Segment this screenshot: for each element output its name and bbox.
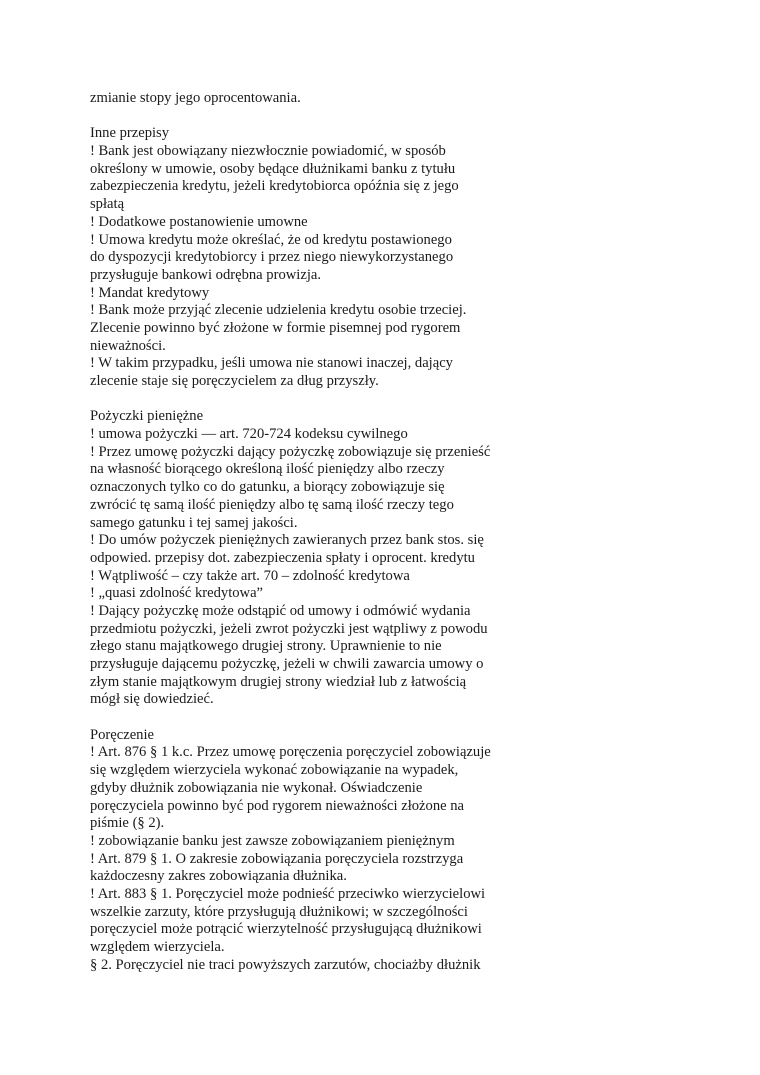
- text-line: Zlecenie powinno być złożone w formie pisemnej pod rygorem: [90, 319, 461, 336]
- paragraph-gap: [90, 709, 530, 727]
- text-line: poręczyciel może potrącić wierzytelność przysługującą dłużnikowi: [90, 921, 482, 938]
- text-line: ! Przez umowę pożyczki dający pożyczkę zobowiązuje się przenieść: [90, 443, 491, 460]
- text-line: złego stanu majątkowego drugiej strony. Uprawnienie to nie: [90, 638, 442, 655]
- text-line: gdyby dłużnik zobowiązania nie wykonał. Oświadczenie: [90, 779, 423, 796]
- paragraph: [90, 408, 530, 709]
- text-line: się względem wierzyciela wykonać zobowiązanie na wypadek,: [90, 762, 459, 779]
- text-line: określony w umowie, osoby będące dłużnikami banku z tytułu: [90, 160, 456, 177]
- text-line: ! Art. 883 § 1. Poręczyciel może podnieść przeciwko wierzycielowi: [90, 885, 486, 902]
- paragraph: [90, 727, 530, 975]
- text-line: ! zobowiązanie banku jest zawsze zobowiązaniem pieniężnym: [90, 832, 455, 849]
- text-line: do dyspozycji kredytobiorcy i przez niego niewykorzystanego: [90, 249, 454, 266]
- text-line: ! Dający pożyczkę może odstąpić od umowy i odmówić wydania: [90, 602, 471, 619]
- document-page: [90, 90, 530, 974]
- paragraph: [90, 125, 530, 390]
- text-line: Pożyczki pieniężne: [90, 408, 204, 425]
- text-line: § 2. Poręczyciel nie traci powyższych zarzutów, chociażby dłużnik: [90, 956, 481, 973]
- text-line: ! Bank może przyjąć zlecenie udzielenia kredytu osobie trzeciej.: [90, 302, 467, 319]
- paragraph-gap: [90, 391, 530, 409]
- text-line: ! Bank jest obowiązany niezwłocznie powiadomić, w sposób: [90, 143, 446, 160]
- text-line: złym stanie majątkowym drugiej strony wiedział lub z łatwością: [90, 673, 467, 690]
- text-line: zabezpieczenia kredytu, jeżeli kredytobiorca opóźnia się z jego: [90, 178, 459, 195]
- text-line: przysługuje dającemu pożyczkę, jeżeli w chwili zawarcia umowy o: [90, 656, 484, 672]
- text-line: ! Art. 876 § 1 k.c. Przez umowę poręczenia poręczyciel zobowiązuje: [90, 744, 491, 761]
- text-line: przysługuje bankowi odrębna prowizja.: [90, 266, 321, 283]
- text-line: spłatą: [90, 196, 125, 213]
- text-line: względem wierzyciela.: [90, 939, 225, 955]
- text-line: ! Mandat kredytowy: [90, 284, 210, 301]
- text-line: każdoczesny zakres zobowiązania dłużnika.: [90, 868, 347, 885]
- text-line: Inne przepisy: [90, 125, 170, 142]
- text-line: nieważności.: [90, 337, 166, 354]
- text-line: ! Wątpliwość – czy także art. 70 – zdolność kredytowa: [90, 567, 410, 584]
- text-line: mógł się dowiedzieć.: [90, 691, 214, 708]
- text-line: zwrócić tę samą ilość pieniędzy albo tę samą ilość rzeczy tego: [90, 496, 454, 513]
- text-line: ! Do umów pożyczek pieniężnych zawieranych przez bank stos. się: [90, 532, 484, 549]
- text-line: Poręczenie: [90, 726, 155, 743]
- text-line: zmianie stopy jego oprocentowania.: [90, 90, 301, 106]
- text-line: odpowied. przepisy dot. zabezpieczenia spłaty i oprocent. kredytu: [90, 549, 475, 566]
- paragraph: [90, 90, 530, 108]
- text-line: oznaczonych tylko co do gatunku, a biorący zobowiązuje się: [90, 479, 445, 496]
- text-line: samego gatunku i tej samej jakości.: [90, 514, 298, 531]
- text-line: ! Umowa kredytu może określać, że od kredytu postawionego: [90, 231, 452, 248]
- text-line: piśmie (§ 2).: [90, 815, 165, 832]
- text-line: ! „quasi zdolność kredytowa”: [90, 585, 264, 602]
- text-line: ! umowa pożyczki — art. 720-724 kodeksu cywilnego: [90, 426, 408, 443]
- text-line: ! Art. 879 § 1. O zakresie zobowiązania poręczyciela rozstrzyga: [90, 850, 464, 867]
- text-line: ! Dodatkowe postanowienie umowne: [90, 213, 308, 230]
- paragraph-gap: [90, 108, 530, 126]
- text-line: na własność biorącego określoną ilość pieniędzy albo rzeczy: [90, 461, 445, 478]
- text-line: ! W takim przypadku, jeśli umowa nie stanowi inaczej, dający: [90, 355, 453, 372]
- text-line: zlecenie staje się poręczycielem za dług przyszły.: [90, 373, 379, 389]
- text-line: wszelkie zarzuty, które przysługują dłużnikowi; w szczególności: [90, 903, 468, 920]
- text-line: przedmiotu pożyczki, jeżeli zwrot pożyczki jest wątpliwy z powodu: [90, 620, 488, 637]
- text-line: poręczyciela powinno być pod rygorem nieważności złożone na: [90, 797, 465, 814]
